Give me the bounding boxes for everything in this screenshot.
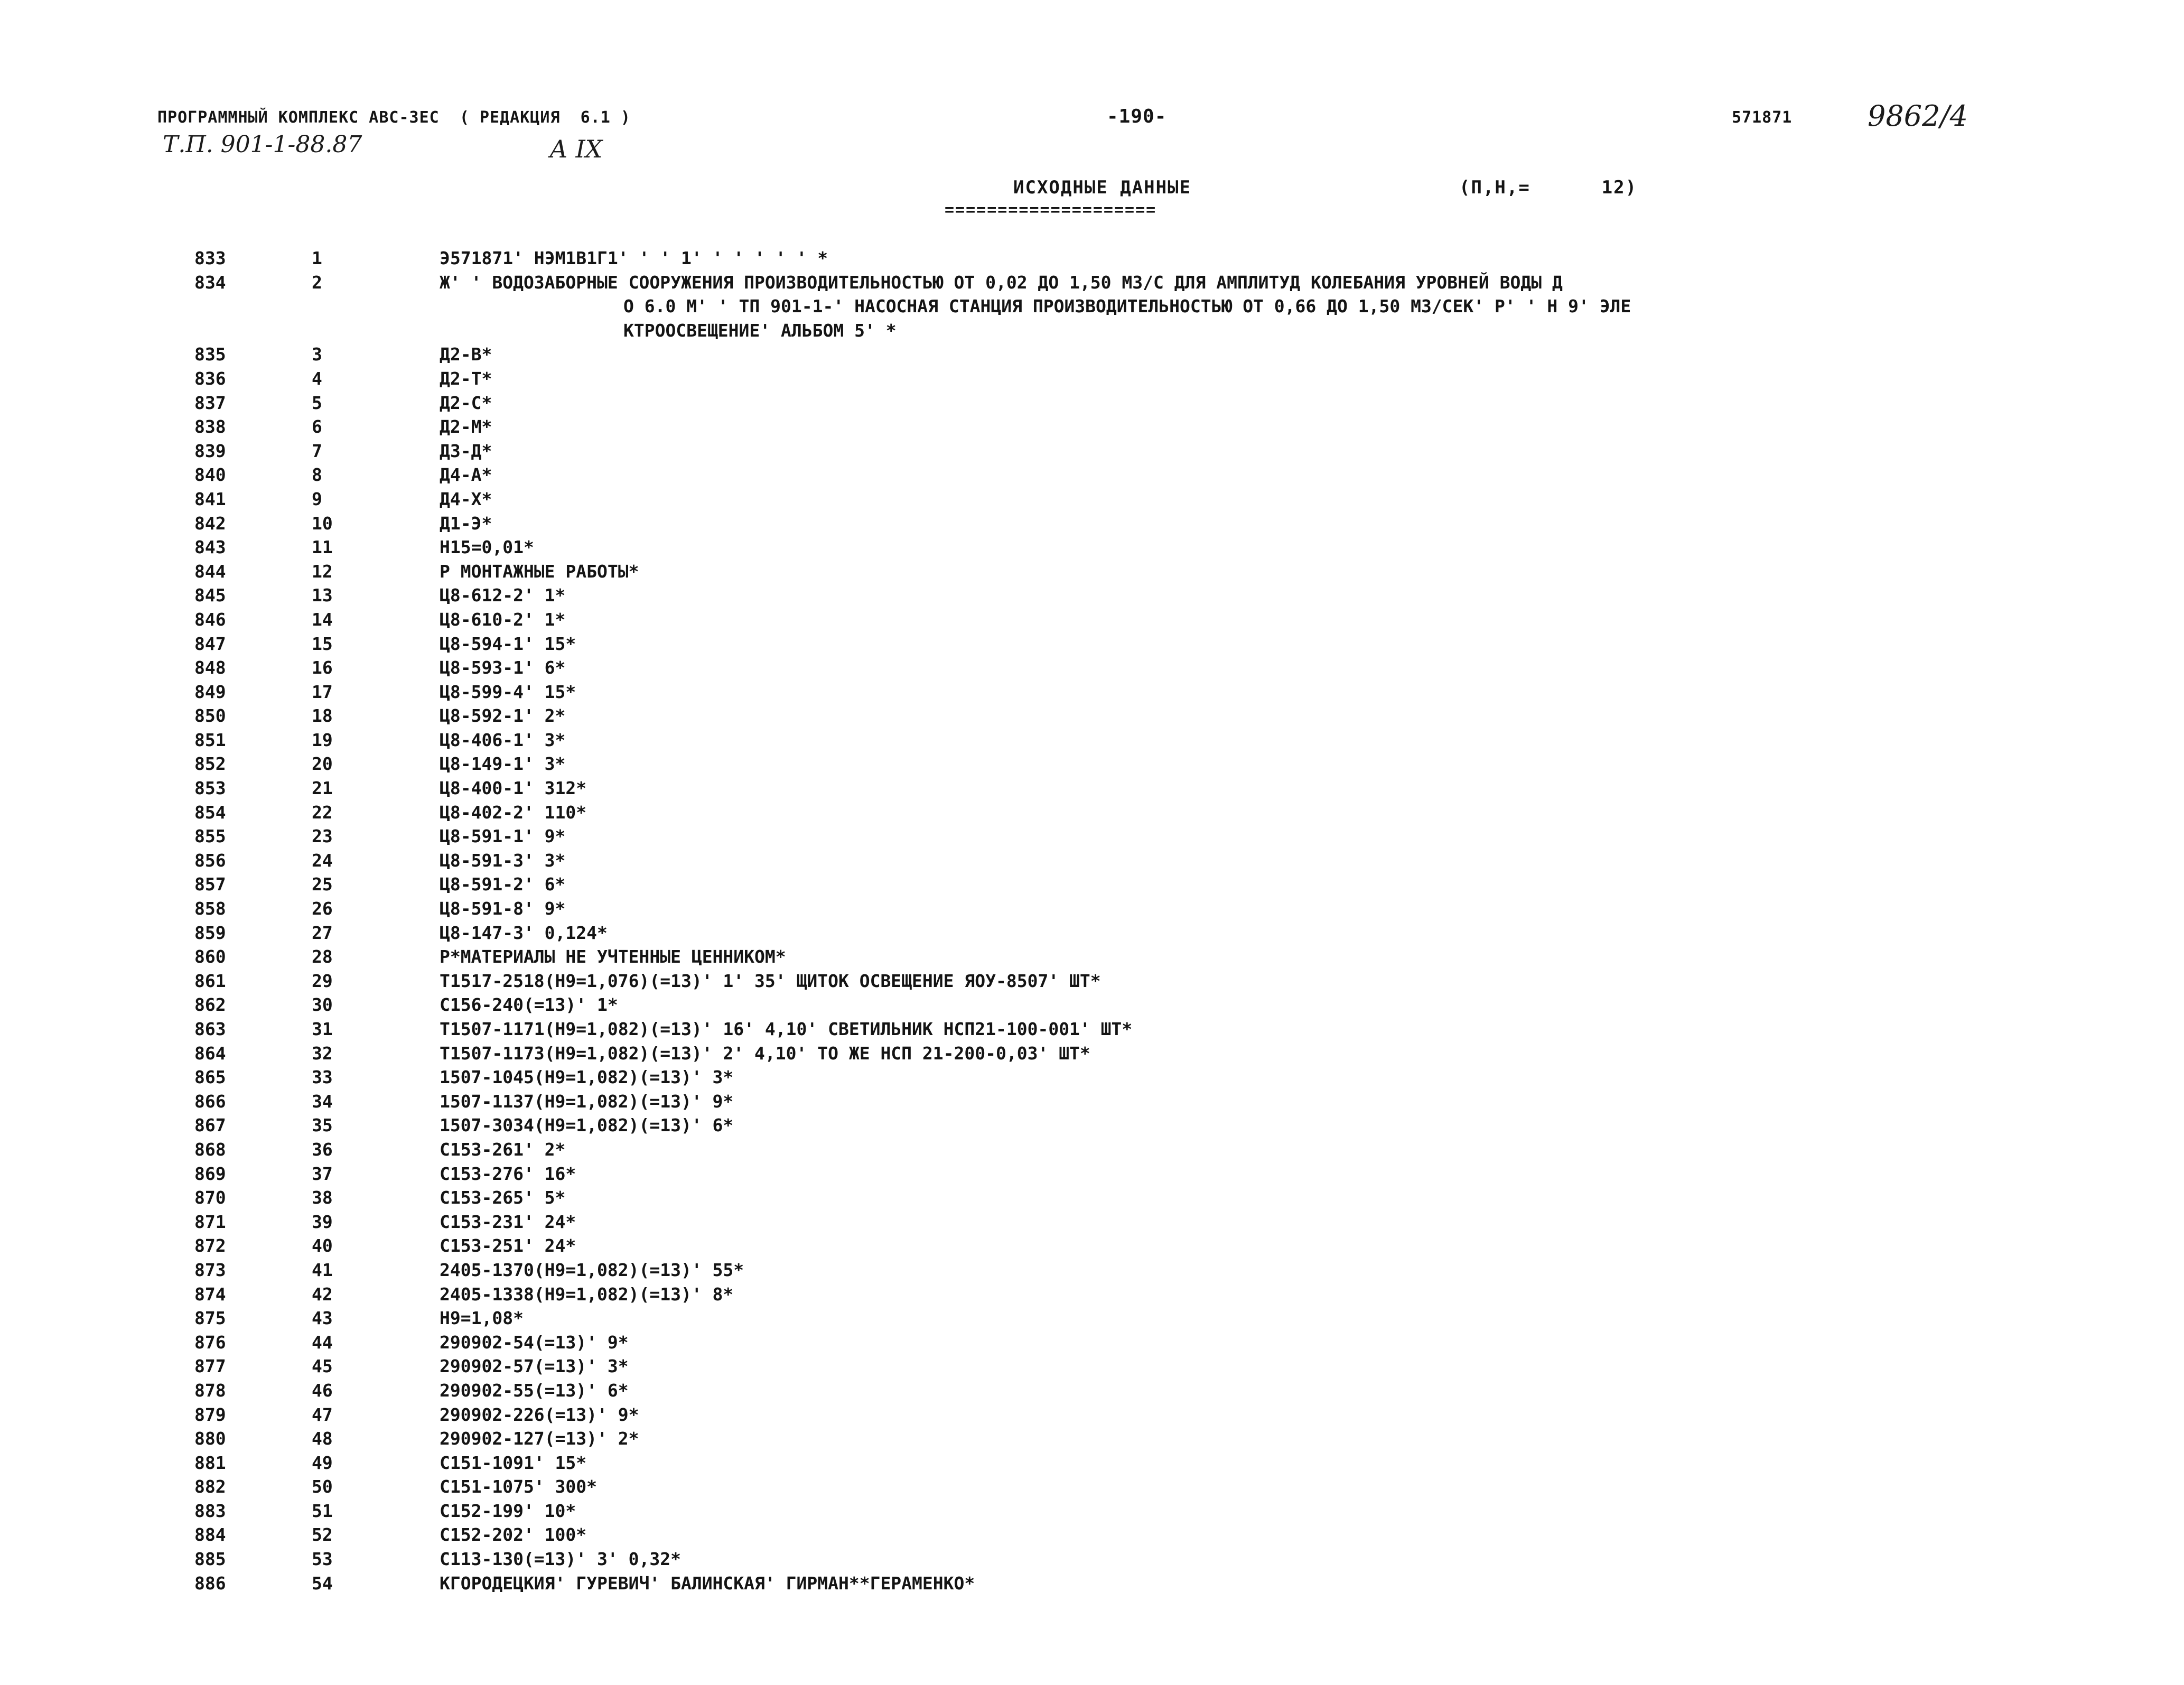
line-number: 849: [194, 681, 226, 702]
record-number: 11: [312, 537, 333, 558]
line-number: 872: [194, 1235, 226, 1256]
line-number: 858: [194, 898, 226, 919]
record-text: Ц8-406-1' 3*: [440, 729, 566, 750]
listing-row: [0, 1403, 2184, 1427]
record-number: 53: [312, 1549, 333, 1570]
record-text: С152-202' 100*: [440, 1524, 587, 1546]
line-number: 879: [194, 1404, 226, 1425]
record-text: Ц8-594-1' 15*: [440, 633, 576, 654]
record-number: 22: [312, 802, 333, 823]
record-number: 36: [312, 1139, 333, 1160]
listing-row: [0, 1234, 2184, 1258]
record-text: Ц8-591-8' 9*: [440, 898, 566, 919]
record-number: 29: [312, 970, 333, 991]
line-number: 874: [194, 1283, 226, 1305]
handwritten-tp-number: Т.П. 901-1-88.87: [163, 131, 362, 158]
listing-row: [0, 1186, 2184, 1210]
record-text: О 6.0 М' ' ТП 901-1-' НАСОСНАЯ СТАНЦИЯ ПРОИЗВОДИТЕЛЬНОСТЬЮ ОТ 0,66 ДО 1,50 М3/СЕК' Р' ' Н 9' ЭЛЕ: [623, 296, 1631, 317]
handwritten-album: А IX: [549, 135, 603, 163]
line-number: 865: [194, 1067, 226, 1088]
line-number: 868: [194, 1139, 226, 1160]
line-number: 861: [194, 970, 226, 991]
record-number: 5: [312, 392, 322, 413]
record-text: С151-1091' 15*: [440, 1452, 587, 1473]
record-text: Д1-Э*: [440, 513, 492, 534]
line-number: 869: [194, 1163, 226, 1184]
record-text: 290902-55(=13)' 6*: [440, 1380, 629, 1401]
listing-row: [0, 1090, 2184, 1114]
record-text: Т1517-2518(Н9=1,076)(=13)' 1' 35' ЩИТОК ОСВЕЩЕНИЕ ЯОУ-8507' ШТ*: [440, 970, 1101, 991]
record-text: Ц8-593-1' 6*: [440, 657, 566, 678]
record-text: Ц8-591-2' 6*: [440, 874, 566, 895]
record-number: 13: [312, 585, 333, 606]
record-number: 44: [312, 1332, 333, 1353]
record-number: 40: [312, 1235, 333, 1256]
line-number: 845: [194, 585, 226, 606]
line-number: 882: [194, 1476, 226, 1497]
line-number: 878: [194, 1380, 226, 1401]
line-number: 860: [194, 946, 226, 967]
line-number: 855: [194, 826, 226, 847]
line-number: 851: [194, 729, 226, 750]
listing-row: [0, 1475, 2184, 1499]
listing-row: [0, 1571, 2184, 1596]
line-number: 852: [194, 753, 226, 775]
line-number: 885: [194, 1549, 226, 1570]
record-number: 7: [312, 440, 322, 461]
line-number: 840: [194, 464, 226, 486]
record-text: КГОРОДЕЦКИЯ' ГУРЕВИЧ' БАЛИНСКАЯ' ГИРМАН**ГЕРАМЕНКО*: [440, 1572, 975, 1594]
record-text: Д2-С*: [440, 392, 492, 413]
listing-row: [0, 391, 2184, 415]
listing-row: [0, 1427, 2184, 1451]
listing-row: [0, 632, 2184, 656]
record-text: Ц8-591-3' 3*: [440, 850, 566, 871]
listing-row: [0, 1523, 2184, 1547]
listing-continuation-line: [0, 319, 2184, 343]
listing-row: [0, 680, 2184, 704]
line-number: 841: [194, 488, 226, 509]
listing-row: [0, 1451, 2184, 1475]
listing-row: [0, 945, 2184, 969]
record-number: 43: [312, 1308, 333, 1329]
record-text: Д2-Т*: [440, 368, 492, 389]
record-text: С153-231' 24*: [440, 1211, 576, 1232]
record-number: 14: [312, 609, 333, 630]
record-number: 50: [312, 1476, 333, 1497]
line-number: 846: [194, 609, 226, 630]
record-number: 18: [312, 705, 333, 727]
listing-row: [0, 969, 2184, 993]
listing-continuation-line: [0, 294, 2184, 319]
record-number: 41: [312, 1259, 333, 1280]
line-number: 839: [194, 440, 226, 461]
record-text: 1507-3034(Н9=1,082)(=13)' 6*: [440, 1115, 734, 1136]
line-number: 853: [194, 778, 226, 799]
record-number: 8: [312, 464, 322, 486]
record-text: Т1507-1173(Н9=1,082)(=13)' 2' 4,10' ТО ЖЕ НСП 21-200-0,03' ШТ*: [440, 1042, 1090, 1064]
listing-row: [0, 560, 2184, 584]
record-text: С153-276' 16*: [440, 1163, 576, 1184]
line-number: 850: [194, 705, 226, 727]
line-number: 876: [194, 1332, 226, 1353]
line-number: 873: [194, 1259, 226, 1280]
record-text: Ц8-591-1' 9*: [440, 826, 566, 847]
record-number: 37: [312, 1163, 333, 1184]
record-number: 12: [312, 561, 333, 582]
listing-row: [0, 897, 2184, 921]
record-number: 16: [312, 657, 333, 678]
line-number: 844: [194, 561, 226, 582]
record-number: 51: [312, 1500, 333, 1521]
line-number: 886: [194, 1572, 226, 1594]
listing-row: [0, 463, 2184, 487]
listing-row: [0, 367, 2184, 391]
listing-row: [0, 1499, 2184, 1523]
record-number: 28: [312, 946, 333, 967]
listing-row: [0, 1065, 2184, 1090]
record-text: Ц8-147-3' 0,124*: [440, 922, 608, 943]
record-number: 31: [312, 1019, 333, 1039]
record-text: 1507-1045(Н9=1,082)(=13)' 3*: [440, 1067, 734, 1088]
record-text: 290902-127(=13)' 2*: [440, 1428, 639, 1449]
listing-row: [0, 1162, 2184, 1186]
record-text: Ц8-149-1' 3*: [440, 753, 566, 775]
program-header: ПРОГРАММНЫЙ КОМПЛЕКС АВС-ЗЕС ( РЕДАКЦИЯ 6.1 ): [157, 108, 631, 127]
record-number: 3: [312, 344, 322, 365]
line-number: 843: [194, 537, 226, 558]
record-number: 17: [312, 681, 333, 702]
line-number: 866: [194, 1091, 226, 1112]
line-number: 836: [194, 368, 226, 389]
line-number: 854: [194, 802, 226, 823]
record-text: Ц8-592-1' 2*: [440, 705, 566, 727]
listing-row: [0, 752, 2184, 776]
section-title: ИСХОДНЫЕ ДАННЫЕ: [1013, 177, 1192, 198]
record-text: Ц8-612-2' 1*: [440, 585, 566, 606]
listing-row: [0, 993, 2184, 1017]
record-number: 10: [312, 513, 333, 534]
record-number: 45: [312, 1356, 333, 1377]
record-text: С153-261' 2*: [440, 1139, 566, 1160]
listing-row: [0, 1041, 2184, 1066]
listing-row: [0, 800, 2184, 825]
record-text: Э571871' НЭМ1В1Г1' ' ' 1' ' ' ' ' ' *: [440, 248, 828, 268]
listing-row: [0, 342, 2184, 367]
record-text: С153-265' 5*: [440, 1187, 566, 1208]
record-text: С151-1075' 300*: [440, 1476, 598, 1497]
record-text: Ц8-400-1' 312*: [440, 778, 587, 799]
listing-row: [0, 415, 2184, 439]
listing-row: [0, 1306, 2184, 1330]
record-text: Н15=0,01*: [440, 537, 534, 558]
record-number: 20: [312, 753, 333, 775]
listing-row: [0, 1017, 2184, 1041]
record-number: 46: [312, 1380, 333, 1401]
record-text: С153-251' 24*: [440, 1235, 576, 1256]
record-number: 1: [312, 248, 322, 268]
record-number: 6: [312, 416, 322, 437]
line-number: 833: [194, 248, 226, 268]
record-text: С113-130(=13)' 3' 0,32*: [440, 1549, 681, 1570]
record-number: 54: [312, 1572, 333, 1594]
line-number: 857: [194, 874, 226, 895]
record-text: 1507-1137(Н9=1,082)(=13)' 9*: [440, 1091, 734, 1112]
line-number: 834: [194, 272, 226, 293]
listing-row: [0, 1547, 2184, 1571]
listing-row: [0, 704, 2184, 728]
line-number: 856: [194, 850, 226, 871]
listing-row: [0, 1379, 2184, 1403]
line-number: 859: [194, 922, 226, 943]
line-number: 883: [194, 1500, 226, 1521]
line-number: 848: [194, 657, 226, 678]
line-number: 864: [194, 1042, 226, 1064]
record-number: 52: [312, 1524, 333, 1546]
record-number: 42: [312, 1283, 333, 1305]
listing-row: [0, 1282, 2184, 1307]
record-number: 32: [312, 1042, 333, 1064]
record-number: 24: [312, 850, 333, 871]
record-number: 19: [312, 729, 333, 750]
line-number: 835: [194, 344, 226, 365]
listing-row: [0, 535, 2184, 560]
listing-row: [0, 487, 2184, 511]
page-number: -190-: [1107, 106, 1167, 127]
record-number: 21: [312, 778, 333, 799]
line-number: 877: [194, 1356, 226, 1377]
record-text: 290902-57(=13)' 3*: [440, 1356, 629, 1377]
listing-row: [0, 583, 2184, 608]
record-number: 47: [312, 1404, 333, 1425]
record-number: 4: [312, 368, 322, 389]
listing-row: [0, 1138, 2184, 1162]
line-number: 847: [194, 633, 226, 654]
line-number: 880: [194, 1428, 226, 1449]
listing-row: [0, 608, 2184, 632]
record-number: 26: [312, 898, 333, 919]
record-text: Д2-В*: [440, 344, 492, 365]
line-number: 842: [194, 513, 226, 534]
record-number: 23: [312, 826, 333, 847]
line-number: 875: [194, 1308, 226, 1329]
line-number: 838: [194, 416, 226, 437]
listing-row: [0, 849, 2184, 873]
line-number: 867: [194, 1115, 226, 1136]
record-text: С152-199' 10*: [440, 1500, 576, 1521]
line-number: 862: [194, 994, 226, 1016]
record-text: Т1507-1171(Н9=1,082)(=13)' 16' 4,10' СВЕТИЛЬНИК НСП21-100-001' ШТ*: [440, 1019, 1133, 1039]
record-number: 38: [312, 1187, 333, 1208]
record-text: Р МОНТАЖНЫЕ РАБОТЫ*: [440, 561, 639, 582]
listing-row: [0, 1210, 2184, 1234]
data-listing: [0, 246, 2184, 1595]
line-number: 863: [194, 1019, 226, 1039]
record-text: КТРООСВЕЩЕНИЕ' АЛЬБОМ 5' *: [623, 320, 897, 341]
record-text: Ц8-599-4' 15*: [440, 681, 576, 702]
listing-row: [0, 246, 2184, 271]
params-label: (П,Н,= 12): [1459, 177, 1638, 198]
listing-row: [0, 776, 2184, 800]
record-text: 2405-1370(Н9=1,082)(=13)' 55*: [440, 1259, 744, 1280]
record-text: Р*МАТЕРИАЛЫ НЕ УЧТЕННЫЕ ЦЕННИКОМ*: [440, 946, 786, 967]
listing-row: [0, 271, 2184, 295]
record-number: 2: [312, 272, 322, 293]
listing-row: [0, 872, 2184, 897]
record-number: 25: [312, 874, 333, 895]
record-text: 290902-226(=13)' 9*: [440, 1404, 639, 1425]
line-number: 871: [194, 1211, 226, 1232]
record-text: Ц8-610-2' 1*: [440, 609, 566, 630]
record-number: 34: [312, 1091, 333, 1112]
record-text: Д4-А*: [440, 464, 492, 486]
listing-row: [0, 921, 2184, 945]
listing-row: [0, 824, 2184, 849]
listing-row: [0, 511, 2184, 536]
record-text: Н9=1,08*: [440, 1308, 524, 1329]
record-text: Д2-М*: [440, 416, 492, 437]
record-number: 48: [312, 1428, 333, 1449]
record-text: Д3-Д*: [440, 440, 492, 461]
line-number: 870: [194, 1187, 226, 1208]
record-text: С156-240(=13)' 1*: [440, 994, 618, 1016]
record-text: Ж' ' ВОДОЗАБОРНЫЕ СООРУЖЕНИЯ ПРОИЗВОДИТЕЛЬНОСТЬЮ ОТ 0,02 ДО 1,50 М3/С ДЛЯ АМПЛИТУД КОЛЕБАНИЯ УРОВНЕЙ ВОДЫ Д: [440, 272, 1563, 293]
record-number: 33: [312, 1067, 333, 1088]
listing-row: [0, 1113, 2184, 1138]
record-number: 39: [312, 1211, 333, 1232]
line-number: 881: [194, 1452, 226, 1473]
listing-row: [0, 1330, 2184, 1355]
record-text: Д4-Х*: [440, 488, 492, 509]
listing-row: [0, 1258, 2184, 1282]
listing-row: [0, 439, 2184, 463]
record-number: 9: [312, 488, 322, 509]
line-number: 837: [194, 392, 226, 413]
document-code: 571871: [1732, 108, 1793, 127]
record-text: 290902-54(=13)' 9*: [440, 1332, 629, 1353]
record-number: 27: [312, 922, 333, 943]
record-number: 49: [312, 1452, 333, 1473]
record-text: 2405-1338(Н9=1,082)(=13)' 8*: [440, 1283, 734, 1305]
record-number: 15: [312, 633, 333, 654]
record-number: 30: [312, 994, 333, 1016]
handwritten-code: 9862/4: [1868, 99, 1968, 133]
listing-row: [0, 728, 2184, 752]
record-number: 35: [312, 1115, 333, 1136]
record-text: Ц8-402-2' 110*: [440, 802, 587, 823]
title-underline: ====================: [945, 201, 1157, 219]
line-number: 884: [194, 1524, 226, 1546]
listing-row: [0, 1354, 2184, 1379]
listing-row: [0, 656, 2184, 680]
